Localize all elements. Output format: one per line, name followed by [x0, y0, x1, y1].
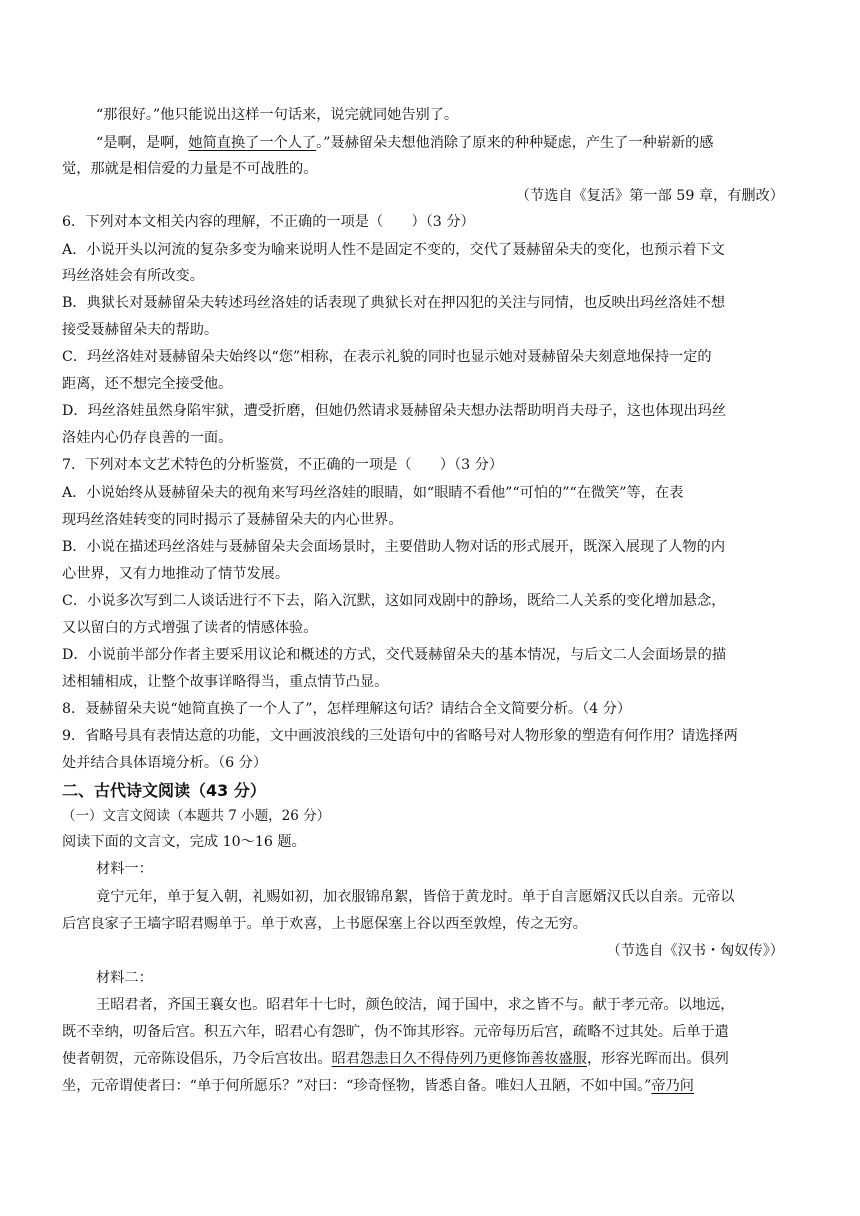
question-9-cont: 处并结合具体语境分析。（6 分）: [62, 755, 268, 771]
quote-text: 。”聂赫留朵夫想他消除了原来的种种疑虑，产生了一种崭新的感: [316, 135, 714, 151]
material-2-text-cont: 既不幸纳，叨备后宫。积五六年，昭君心有怨旷，伪不饰其形容。元帝每历后宫，疏略不过其处。后单于遣: [62, 1024, 729, 1040]
passage-paragraph: “那很好。”他只能说出这样一句话来，说完就同她告别了。: [96, 107, 459, 123]
material-2-text-cont: [62, 1073, 792, 1099]
q6-option-a: A．小说开头以河流的复杂多变为喻来说明人性不是固定不变的，交代了聂赫留朵夫的变化，也预示着下文: [62, 242, 725, 258]
q6-option-d-cont: 洛娃内心仍存良善的一面。: [62, 430, 233, 446]
material-1-label: 材料一：: [96, 861, 153, 877]
q7-option-a: A．小说始终从聂赫留朵夫的视角来写玛丝洛娃的眼睛，如“眼睛不看他”“可怕的”“在微笑”等，在表: [62, 485, 684, 501]
question-6-stem: 6．下列对本文相关内容的理解，不正确的一项是（ ）（3 分）: [62, 214, 475, 230]
classical-text: ，形容光晖而出。俱列: [586, 1051, 729, 1067]
q7-option-c-cont: 又以留白的方式增强了读者的情感体验。: [62, 620, 318, 636]
classical-text: 坐，元帝谓使者曰：“单于何所愿乐？”对曰：“珍奇怪物，皆悉自备。唯妇人丑陋，不如中国。”: [62, 1078, 652, 1094]
subsection-title: （一）文言文阅读（本题共 7 小题，26 分）: [62, 808, 331, 824]
q6-option-c-cont: 距离，还不想完全接受他。: [62, 376, 233, 392]
quote-text: “是啊，是啊，: [96, 135, 189, 151]
material-1-text-cont: 后宫良家子王墙字昭君赐单于。单于欢喜，上书愿保塞上谷以西至敦煌，传之无穷。: [62, 916, 587, 932]
q7-option-d: D．小说前半部分作者主要采用议论和概述的方式，交代聂赫留朵夫的基本情况，与后文二人会面场景的描: [62, 647, 727, 663]
material-2-label: 材料二：: [96, 970, 153, 986]
question-9: 9．省略号具有表情达意的功能，文中画波浪线的三处语句中的省略号对人物形象的塑造有何作用？请选择两: [62, 728, 738, 744]
reading-instruction: 阅读下面的文言文，完成 10～16 题。: [62, 834, 306, 850]
q7-option-b-cont: 心世界，又有力地推动了情节发展。: [62, 566, 290, 582]
source-citation: （节选自《复活》第一部 59 章，有删改）: [515, 188, 784, 204]
q7-option-d-cont: 述相辅相成，让整个故事详略得当，重点情节凸显。: [62, 674, 389, 690]
material-1-text: 竟宁元年，单于复入朝，礼赐如初，加衣服锦帛絮，皆倍于黄龙时。单于自言愿婿汉氏以自亲。元帝以: [96, 889, 735, 905]
question-8: 8．聂赫留朵夫说“她简直换了一个人了”，怎样理解这句话？请结合全文简要分析。（4 分）: [62, 701, 632, 717]
material-2-text-cont: [62, 1046, 792, 1072]
underlined-sentence: 昭君怨恚日久不得侍列乃更修饰善妆盛服: [331, 1051, 587, 1067]
question-7-stem: 7．下列对本文艺术特色的分析鉴赏，不正确的一项是（ ）（3 分）: [62, 457, 504, 473]
q6-option-a-cont: 玛丝洛娃会有所改变。: [62, 268, 204, 284]
passage-paragraph-cont: 觉，那就是相信爱的力量是不可战胜的。: [62, 161, 318, 177]
passage-paragraph: [96, 130, 792, 156]
q6-option-c: C．玛丝洛娃对聂赫留朵夫始终以“您”相称，在表示礼貌的同时也显示她对聂赫留朵夫刻意地保持一定的: [62, 349, 712, 365]
q7-option-a-cont: 现玛丝洛娃转变的同时揭示了聂赫留朵夫的内心世界。: [62, 512, 403, 528]
q6-option-b: B．典狱长对聂赫留朵夫转述玛丝洛娃的话表现了典狱长对在押囚犯的关注与同情，也反映出玛丝洛娃不想: [62, 295, 726, 311]
q6-option-b-cont: 接受聂赫留朵夫的帮助。: [62, 322, 219, 338]
underlined-sentence: 帝乃问: [651, 1078, 694, 1094]
section-heading: 二、古代诗文阅读（43 分）: [62, 781, 266, 800]
underlined-quote: 她简直换了一个人了: [188, 135, 317, 151]
q7-option-b: B．小说在描述玛丝洛娃与聂赫留朵夫会面场景时，主要借助人物对话的形式展开，既深入展现了人物的内: [62, 539, 726, 555]
classical-text: 使者朝贺，元帝陈设倡乐，乃令后宫妆出。: [62, 1051, 332, 1067]
q6-option-d: D．玛丝洛娃虽然身陷牢狱，遭受折磨，但她仍然请求聂赫留朵夫想办法帮助明肖夫母子，这也体现出玛丝: [62, 403, 727, 419]
material-2-text: 王昭君者，齐国王襄女也。昭君年十七时，颜色皎洁，闻于国中，求之皆不与。献于孝元帝。以地远，: [96, 997, 735, 1013]
q7-option-c: C．小说多次写到二人谈话进行不下去，陷入沉默，这如同戏剧中的静场，既给二人关系的变化增加悬念，: [62, 593, 726, 609]
material-1-source: （节选自《汉书・匈奴传》）: [606, 943, 784, 959]
